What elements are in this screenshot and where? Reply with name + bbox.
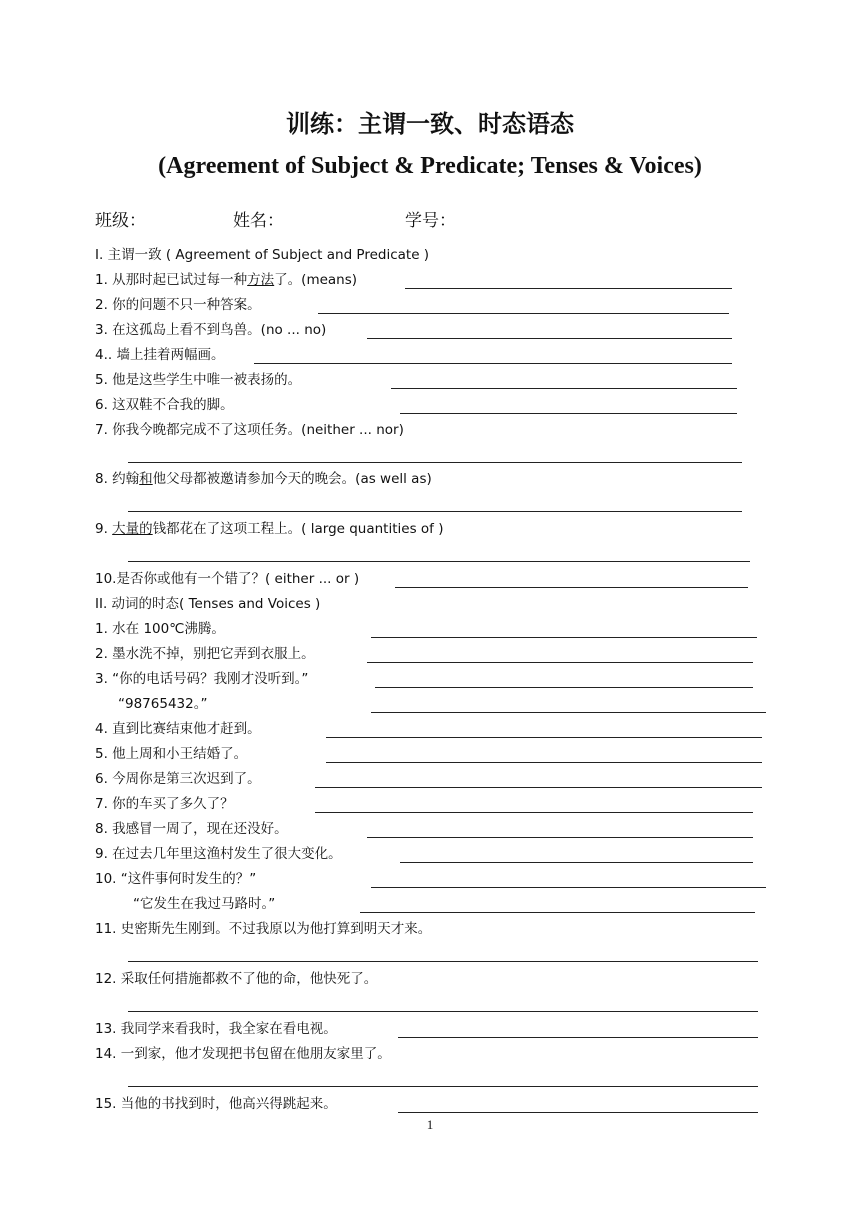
s1-q1-answer-line[interactable] bbox=[405, 288, 732, 289]
s2-q14-answer-line[interactable] bbox=[128, 1086, 758, 1087]
s1-q7-answer-line[interactable] bbox=[128, 462, 742, 463]
s2-q3b-answer-line[interactable] bbox=[371, 712, 766, 713]
s1-q8-answer-line[interactable] bbox=[128, 511, 742, 512]
s1-q10: 10.是否你或他有一个错了？( either ... or ) bbox=[95, 571, 360, 587]
s2-q9-answer-line[interactable] bbox=[400, 862, 753, 863]
s2-q4: 4. 直到比赛结束他才赶到。 bbox=[95, 721, 261, 737]
s2-q2-answer-line[interactable] bbox=[367, 662, 753, 663]
title-english: (Agreement of Subject & Predicate; Tenses & Voices) bbox=[158, 153, 702, 179]
s2-q9: 9. 在过去几年里这渔村发生了很大变化。 bbox=[95, 846, 342, 862]
s1-q8: 8. 约翰和他父母都被邀请参加今天的晚会。(as well as) bbox=[95, 471, 432, 487]
s1-q6-answer-line[interactable] bbox=[400, 413, 737, 414]
s2-q6: 6. 今周你是第三次迟到了。 bbox=[95, 771, 261, 787]
s2-q15: 15. 当他的书找到时，他高兴得跳起来。 bbox=[95, 1096, 337, 1112]
s1-q3: 3. 在这孤岛上看不到鸟兽。(no ... no) bbox=[95, 322, 327, 338]
s1-q9-answer-line[interactable] bbox=[128, 561, 750, 562]
s2-q8: 8. 我感冒一周了，现在还没好。 bbox=[95, 821, 288, 837]
s1-q2: 2. 你的问题不只一种答案。 bbox=[95, 297, 261, 313]
s1-q10-answer-line[interactable] bbox=[395, 587, 748, 588]
s1-q9: 9. 大量的钱都花在了这项工程上。( large quantities of ) bbox=[95, 521, 444, 537]
s2-q10b: “它发生在我过马路时。” bbox=[133, 896, 276, 912]
student-id-label: 学号： bbox=[405, 211, 456, 231]
s2-q10a: 10. “这件事何时发生的？” bbox=[95, 871, 257, 887]
s2-q13: 13. 我同学来看我时，我全家在看电视。 bbox=[95, 1021, 337, 1037]
name-label: 姓名： bbox=[233, 211, 284, 231]
s2-q10a-answer-line[interactable] bbox=[371, 887, 766, 888]
title-chinese: 训练：主谓一致、时态语态 bbox=[286, 110, 574, 138]
s1-q4: 4.. 墙上挂着两幅画。 bbox=[95, 347, 225, 363]
s2-q5-answer-line[interactable] bbox=[326, 762, 762, 763]
s1-q4-answer-line[interactable] bbox=[254, 363, 732, 364]
s2-q5: 5. 他上周和小王结婚了。 bbox=[95, 746, 248, 762]
s2-q2: 2. 墨水洗不掉，别把它弄到衣服上。 bbox=[95, 646, 315, 662]
s2-q13-answer-line[interactable] bbox=[398, 1037, 758, 1038]
s2-q7-answer-line[interactable] bbox=[315, 812, 753, 813]
s2-q4-answer-line[interactable] bbox=[326, 737, 762, 738]
s1-q5: 5. 他是这些学生中唯一被表扬的。 bbox=[95, 372, 302, 388]
s2-q11: 11. 史密斯先生刚到。不过我原以为他打算到明天才来。 bbox=[95, 921, 432, 937]
s1-q6: 6. 这双鞋不合我的脚。 bbox=[95, 397, 234, 413]
s2-q10b-answer-line[interactable] bbox=[360, 912, 755, 913]
s2-q15-answer-line[interactable] bbox=[398, 1112, 758, 1113]
s2-q12-answer-line[interactable] bbox=[128, 1011, 758, 1012]
class-label: 班级： bbox=[95, 211, 146, 231]
section2-heading: II. 动词的时态( Tenses and Voices ) bbox=[95, 596, 321, 612]
s2-q3a-answer-line[interactable] bbox=[375, 687, 753, 688]
page-number: 1 bbox=[426, 1117, 434, 1132]
s2-q12: 12. 采取任何措施都救不了他的命，他快死了。 bbox=[95, 971, 378, 987]
s2-q11-answer-line[interactable] bbox=[128, 961, 758, 962]
s2-q1-answer-line[interactable] bbox=[371, 637, 757, 638]
s2-q14: 14. 一到家，他才发现把书包留在他朋友家里了。 bbox=[95, 1046, 391, 1062]
s2-q6-answer-line[interactable] bbox=[315, 787, 762, 788]
s1-q2-answer-line[interactable] bbox=[318, 313, 729, 314]
s2-q7: 7. 你的车买了多久了？ bbox=[95, 796, 234, 812]
s1-q5-answer-line[interactable] bbox=[391, 388, 737, 389]
section1-heading: I. 主谓一致 ( Agreement of Subject and Predicate ) bbox=[95, 247, 430, 263]
s2-q3a: 3. “你的电话号码？我刚才没听到。” bbox=[95, 671, 309, 687]
s1-q1: 1. 从那时起已试过每一种方法了。(means) bbox=[95, 272, 358, 288]
s2-q8-answer-line[interactable] bbox=[367, 837, 753, 838]
s2-q1: 1. 水在 100℃沸腾。 bbox=[95, 621, 225, 637]
s2-q3b: “98765432。” bbox=[118, 696, 208, 712]
s1-q7: 7. 你我今晚都完成不了这项任务。(neither ... nor) bbox=[95, 422, 404, 438]
s1-q3-answer-line[interactable] bbox=[367, 338, 732, 339]
